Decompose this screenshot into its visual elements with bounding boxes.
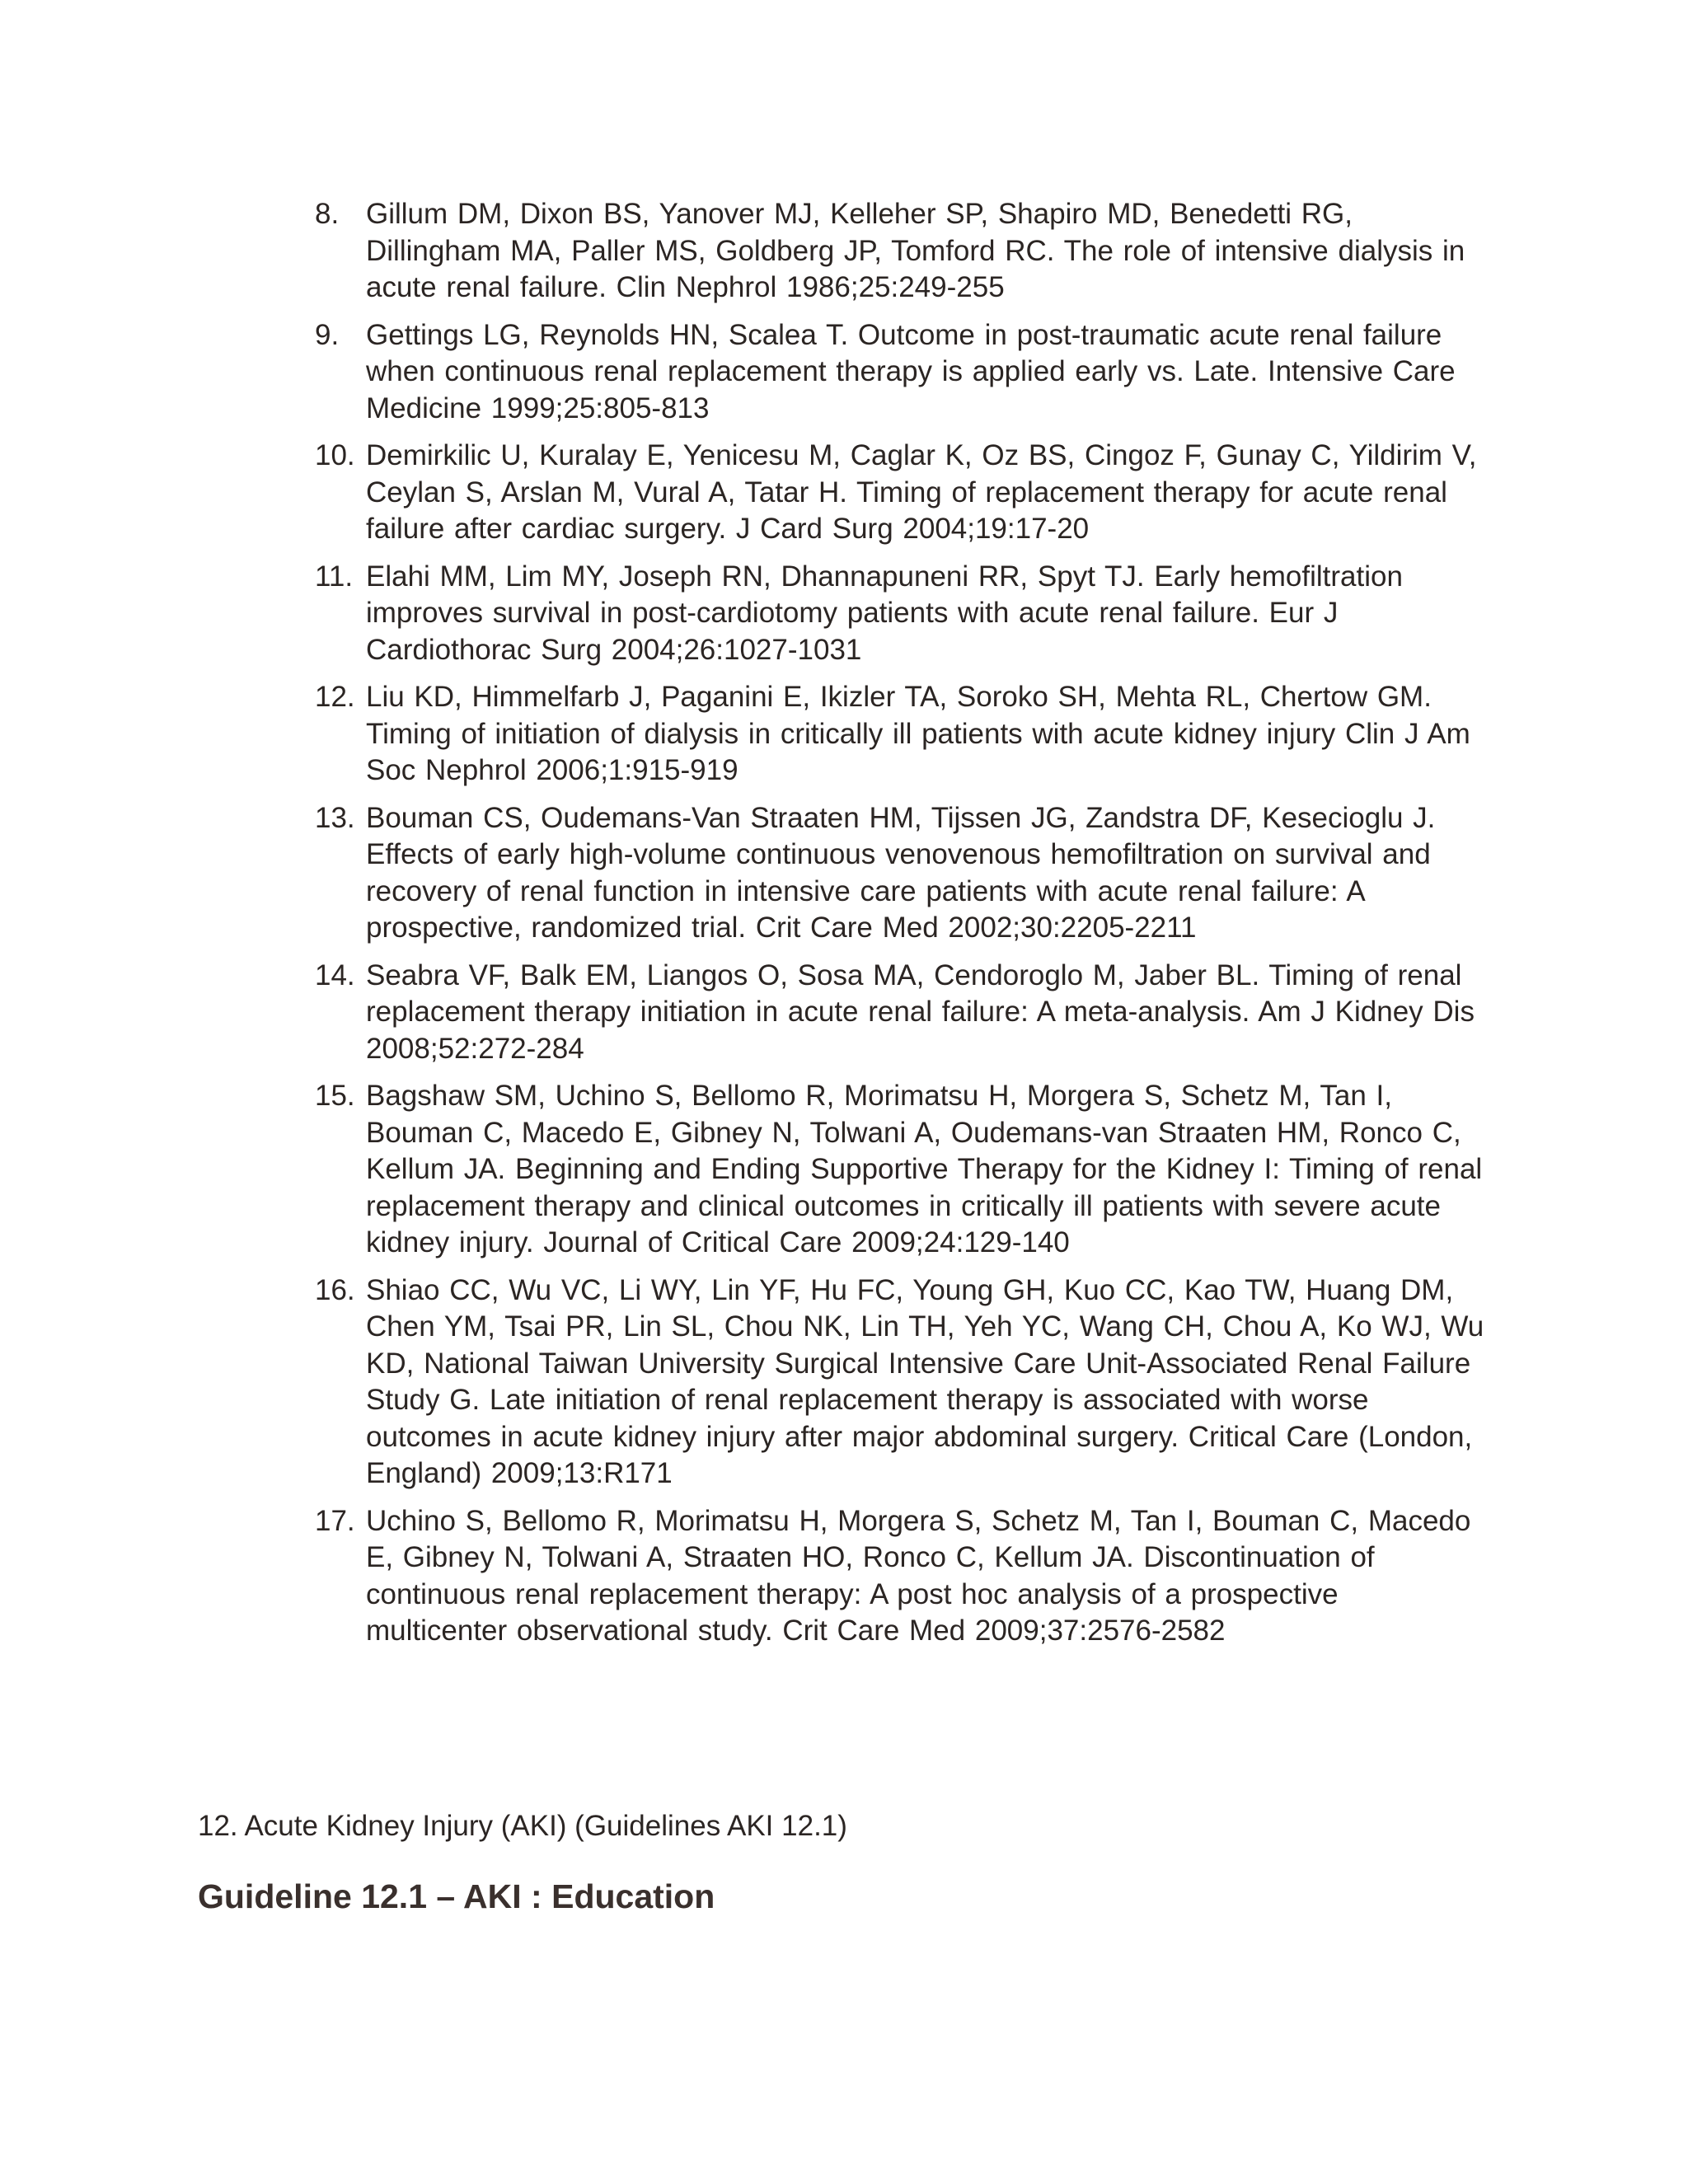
reference-number: 12. — [315, 681, 355, 713]
reference-item — [315, 317, 1485, 428]
section-title: 12. Acute Kidney Injury (AKI) (Guidelines AKI 12.1) — [198, 1810, 847, 1842]
reference-text: Bagshaw SM, Uchino S, Bellomo R, Morimatsu H, Morgera S, Schetz M, Tan I, Bouman C, Macedo E, Gibney N, Tolwani A, Oudemans-van Straaten HM, Ronco C, Kellum JA. Beginning and Ending Supportive Therapy for the Kidney I: Timing of renal replacement therapy and clinical outcomes in critically ill patients with severe acute kidney injury. Journal of Critical Care 2009;24:129-140 — [366, 1080, 1483, 1258]
reference-text: Uchino S, Bellomo R, Morimatsu H, Morgera S, Schetz M, Tan I, Bouman C, Macedo E, Gibney N, Tolwani A, Straaten HO, Ronco C, Kellum JA. Discontinuation of continuous renal replacement therapy: A post hoc analysis of a prospective multicenter observational study. Crit Care Med 2009;37:2576-2582 — [366, 1504, 1471, 1647]
reference-item — [315, 1272, 1485, 1493]
reference-item — [315, 1078, 1485, 1262]
reference-text: Elahi MM, Lim MY, Joseph RN, Dhannapuneni RR, Spyt TJ. Early hemofiltration improves survival in post-cardiotomy patients with acute renal failure. Eur J Cardiothorac Surg 2004;26:1027-1031 — [366, 560, 1403, 666]
reference-text: Shiao CC, Wu VC, Li WY, Lin YF, Hu FC, Young GH, Kuo CC, Kao TW, Huang DM, Chen YM, Tsai PR, Lin SL, Chou NK, Lin TH, Yeh YC, Wang CH, Chou A, Ko WJ, Wu KD, National Taiwan University Surgical Intensive Care Unit-Associated Renal Failure Study G. Late initiation of renal replacement therapy is associated with worse outcomes in acute kidney injury after major abdominal surgery. Critical Care (London, England) 2009;13:R171 — [366, 1273, 1484, 1489]
reference-number: 11. — [315, 560, 354, 593]
reference-number: 9. — [315, 318, 340, 351]
reference-item — [315, 1503, 1485, 1650]
reference-text: Demirkilic U, Kuralay E, Yenicesu M, Caglar K, Oz BS, Cingoz F, Gunay C, Yildirim V, Ceylan S, Arslan M, Vural A, Tatar H. Timing of replacement therapy for acute renal failure after cardiac surgery. J Card Surg 2004;19:17-20 — [366, 439, 1477, 545]
reference-item — [315, 438, 1485, 548]
reference-number: 17. — [315, 1504, 355, 1537]
reference-number: 8. — [315, 198, 340, 230]
reference-number: 10. — [315, 439, 355, 471]
reference-text: Liu KD, Himmelfarb J, Paganini E, Ikizler TA, Soroko SH, Mehta RL, Chertow GM. Timing of initiation of dialysis in critically ill patients with acute kidney injury Clin J Am Soc Nephrol 2006;1:915-919 — [366, 681, 1470, 786]
reference-number: 13. — [315, 801, 355, 834]
reference-number: 16. — [315, 1273, 355, 1306]
reference-item — [315, 559, 1485, 669]
guideline-heading: Guideline 12.1 – AKI : Education — [198, 1877, 715, 1915]
reference-number: 15. — [315, 1080, 355, 1112]
reference-text: Gillum DM, Dixon BS, Yanover MJ, Kelleher SP, Shapiro MD, Benedetti RG, Dillingham MA, Paller MS, Goldberg JP, Tomford RC. The role of intensive dialysis in acute renal failure. Clin Nephrol 1986;25:249-255 — [366, 198, 1465, 303]
reference-list — [315, 196, 1485, 1661]
reference-text: Bouman CS, Oudemans-Van Straaten HM, Tijssen JG, Zandstra DF, Kesecioglu J. Effects of early high-volume continuous venovenous hemofiltration on survival and recovery of renal function in intensive care patients with acute renal failure: A prospective, randomized trial. Crit Care Med 2002;30:2205-2211 — [366, 801, 1436, 944]
reference-text: Gettings LG, Reynolds HN, Scalea T. Outcome in post-traumatic acute renal failure when continuous renal replacement therapy is applied early vs. Late. Intensive Care Medicine 1999;25:805-813 — [366, 318, 1456, 424]
reference-item — [315, 196, 1485, 307]
reference-item — [315, 800, 1485, 947]
reference-number: 14. — [315, 958, 355, 991]
reference-item — [315, 679, 1485, 790]
reference-item — [315, 958, 1485, 1068]
reference-text: Seabra VF, Balk EM, Liangos O, Sosa MA, Cendoroglo M, Jaber BL. Timing of renal replacement therapy initiation in acute renal failure: A meta-analysis. Am J Kidney Dis 2008;52:272-284 — [366, 958, 1475, 1065]
